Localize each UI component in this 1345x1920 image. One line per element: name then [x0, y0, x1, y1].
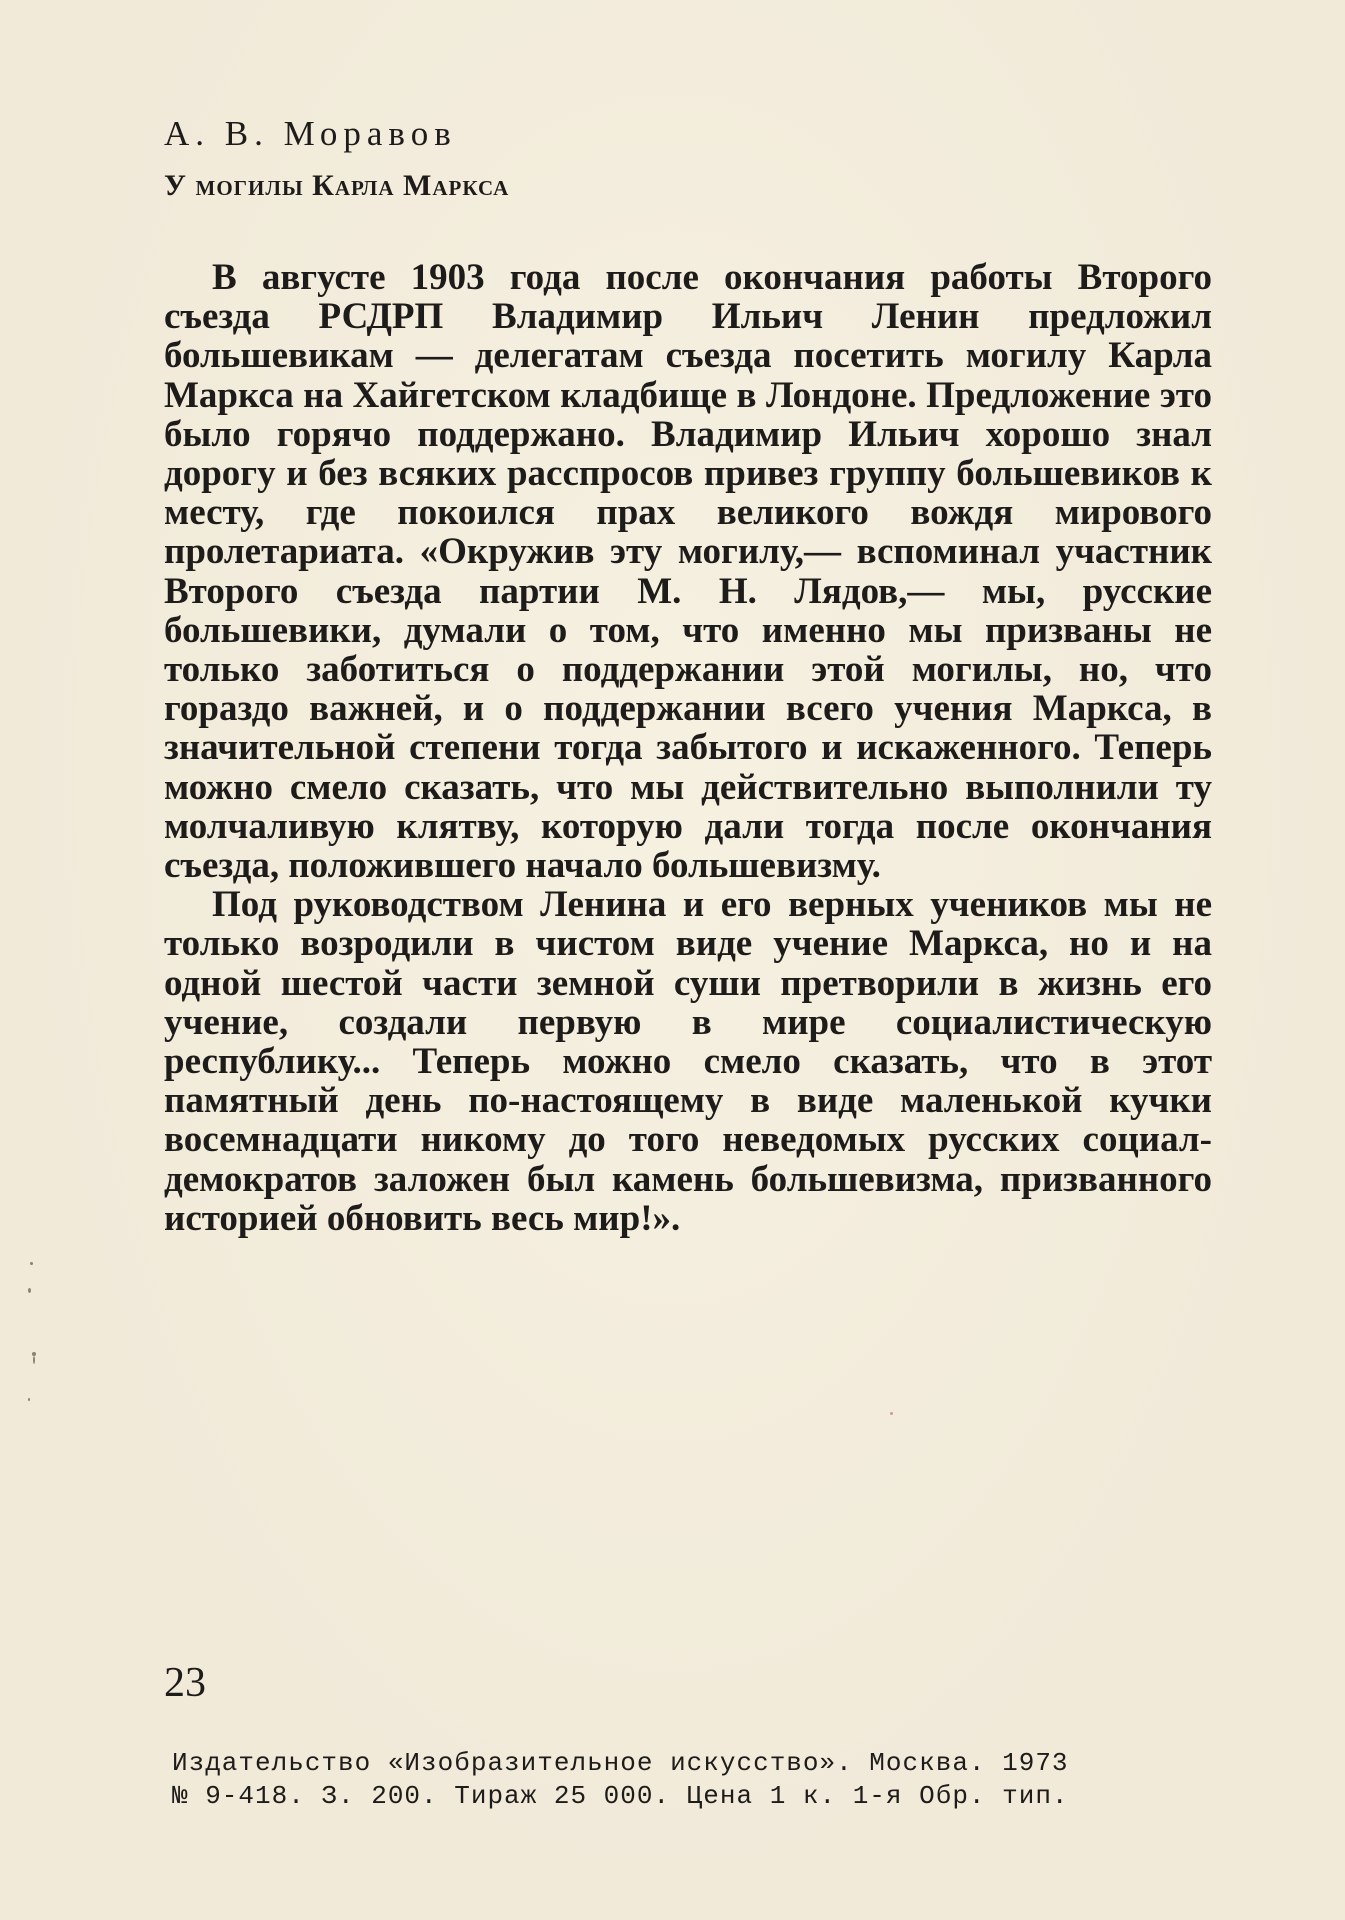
- article-body: [164, 258, 1212, 1238]
- publisher-imprint: [172, 1747, 1182, 1813]
- paper-speck: [28, 1398, 30, 1401]
- page-number: 23: [164, 1660, 206, 1706]
- paper-speck: [33, 1356, 35, 1364]
- paragraph: Под руководством Ленина и его верных учеников мы не только возродили в чистом виде учение Маркса, но и на одной шестой части земной суши претворили в жизнь его учение, создали первую в мире социалистическую республику... Теперь можно смело сказать, что в этот памятный день по-настоящему в виде маленькой кучки восемнадцати никому до того неведомых русских социал-демократов заложен был камень большевизма, призванного историей обновить весь мир!».: [164, 884, 1212, 1239]
- author-name: А. В. Моравов: [164, 114, 457, 153]
- paragraph: В августе 1903 года после окончания работы Второго съезда РСДРП Владимир Ильич Ленин предложил большевикам — делегатам съезда посетить могилу Карла Маркса на Хайгетском кладбище в Лондоне. Предложение это было горячо поддержано. Владимир Ильич хорошо знал дорогу и без всяких расспросов привез группу большевиков к месту, где покоился прах великого вождя мирового пролетариата. «Окружив эту могилу,— вспоминал участник Второго съезда партии М. Н. Лядов,— мы, русские большевики, думали о том, что именно мы призваны не только заботиться о поддержании этой могилы, но, что гораздо важней, и о поддержании всего учения Маркса, в значительной степени тогда забытого и искаженного. Теперь можно смело сказать, что мы действительно выполнили ту молчаливую клятву, которую дали тогда после окончания съезда, положившего начало большевизму.: [164, 257, 1212, 887]
- paper-speck: [890, 1412, 893, 1415]
- imprint-line: № 9-418. З. 200. Тираж 25 000. Цена 1 к. 1-я Обр. тип.: [172, 1781, 1069, 1811]
- imprint-line: Издательство «Изобразительное искусство». Москва. 1973: [172, 1748, 1069, 1778]
- article-title: У могилы Карла Маркса: [164, 169, 510, 202]
- paper-speck: [30, 1262, 33, 1265]
- paper-speck: [28, 1288, 31, 1293]
